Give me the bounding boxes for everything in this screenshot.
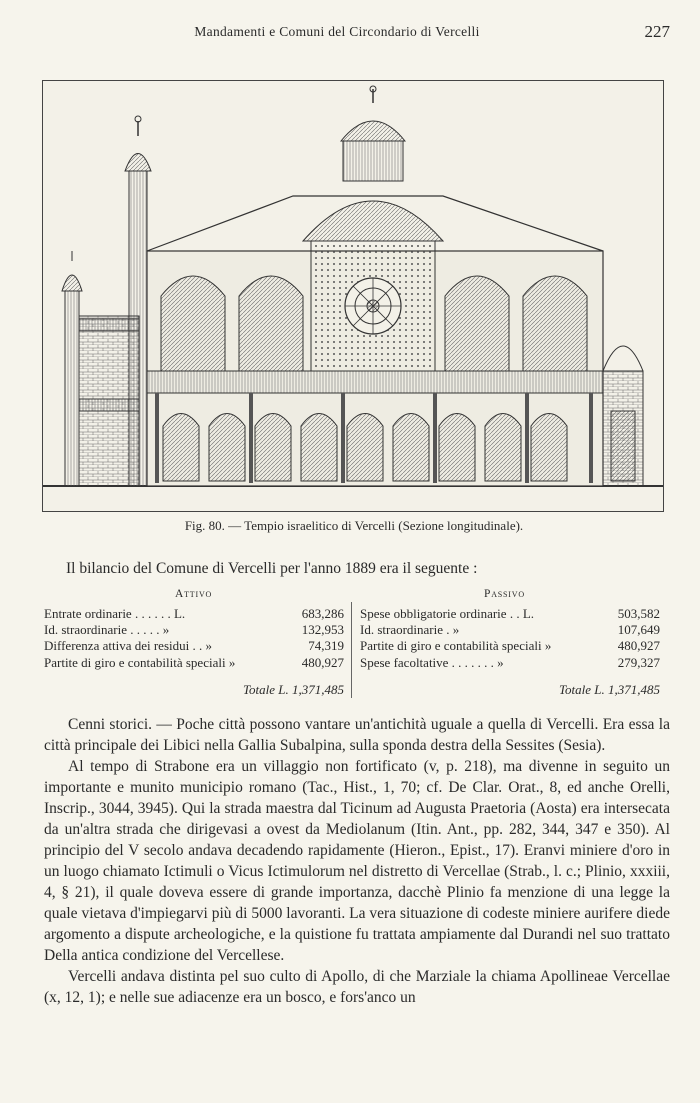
row-label: Spese obbligatorie ordinarie . . L. bbox=[360, 606, 535, 621]
passivo-heading: Passivo bbox=[484, 588, 525, 600]
row-value: 683,286 bbox=[301, 606, 344, 621]
attivo-heading: Attivo bbox=[175, 588, 213, 600]
row-value: 74,319 bbox=[308, 638, 344, 654]
historical-notes bbox=[44, 714, 670, 1008]
row-label: Partite di giro e contabilità speciali » bbox=[44, 654, 236, 670]
row-label: Id. straordinarie . » bbox=[360, 622, 460, 638]
table-row bbox=[360, 606, 660, 622]
paragraph: Al tempo di Strabone era un villaggio non fortificato (v, p. 218), ma divenne in seguito un importante e munito municipio romano (Tac., Hist., 1, 70; cf. De Clar. Orat., 8, ed anche Orelli, Inscrip., 3044, 3945). Qui la strada maestra dal Ticinum ad Augusta Praetoria (Aosta) era intersecata da un'altra strada che dirigevasi a ovest da Mediolanum (Itin. Ant., pp. 282, 344, 347 e 350). Al principio del V secolo andava decadendo rapidamente (Hieron., Epist., 17). Eranvi miniere d'oro in un luogo chiamato Ictimuli o Vicus Ictimulorum nel distretto di Vercellae (Strab., l. c.; Plinio, xxxiii, 4, § 21), il quale doveva essere di grande importanza, dacchè Plinio fa menzione di una legge la quale vietava d'impiegarvi più di 5000 lavoranti. La vera situazione di codeste miniere aurifere diede argomento a dispute archeologiche, e la quistione fu trattata ampiamente dal Durandi nel suo trattato Della antica condizione del Vercellese. bbox=[44, 758, 670, 964]
running-title: Mandamenti e Comuni del Circondario di Vercelli bbox=[194, 24, 480, 39]
row-label: Entrate ordinarie . . . . . . L. bbox=[44, 606, 186, 621]
table-row bbox=[44, 655, 344, 671]
row-label: Partite di giro e contabilità speciali » bbox=[360, 638, 552, 654]
table-row bbox=[44, 606, 344, 622]
row-label: Spese facoltative . . . . . . . » bbox=[360, 654, 504, 670]
passivo-table bbox=[360, 606, 660, 671]
attivo-table bbox=[44, 606, 344, 671]
row-value: 480,927 bbox=[617, 638, 660, 654]
engraving-illustration bbox=[43, 81, 663, 511]
page-header bbox=[44, 24, 670, 48]
row-label: Id. straordinarie . . . . . » bbox=[44, 622, 170, 638]
table-row bbox=[44, 622, 344, 638]
row-value: 480,927 bbox=[301, 654, 344, 670]
row-label: Differenza attiva dei residui . . » bbox=[44, 638, 212, 654]
figure-caption: Fig. 80. — Tempio israelitico di Vercelli (Sezione longitudinale). bbox=[184, 518, 524, 533]
row-value: 503,582 bbox=[617, 606, 660, 621]
row-value: 279,327 bbox=[617, 654, 660, 670]
table-row bbox=[360, 622, 660, 638]
page-number: 227 bbox=[644, 22, 670, 41]
synagogue-section-engraving bbox=[42, 80, 664, 512]
column-divider bbox=[351, 602, 352, 698]
row-value: 107,649 bbox=[617, 622, 660, 638]
table-row bbox=[360, 655, 660, 671]
passivo-total: Totale L. 1,371,485 bbox=[558, 682, 660, 697]
row-value: 132,953 bbox=[301, 622, 344, 638]
table-row bbox=[44, 638, 344, 654]
paragraph: Cenni storici. — Poche città possono vantare un'antichità uguale a quella di Vercelli. Era essa la città principale dei Libici nella Gallia Subalpina, sulla sponda destra della Sessites (Sesia). bbox=[44, 716, 670, 754]
budget-intro: Il bilancio del Comune di Vercelli per l'anno 1889 era il seguente : bbox=[66, 560, 478, 577]
attivo-total: Totale L. 1,371,485 bbox=[242, 682, 344, 697]
paragraph: Vercelli andava distinta pel suo culto di Apollo, di che Marziale la chiama Apollineae Vercellae (x, 12, 1); e nelle sue adiacenze era un bosco, e fors'anco un bbox=[44, 968, 670, 1006]
table-row bbox=[360, 638, 660, 654]
